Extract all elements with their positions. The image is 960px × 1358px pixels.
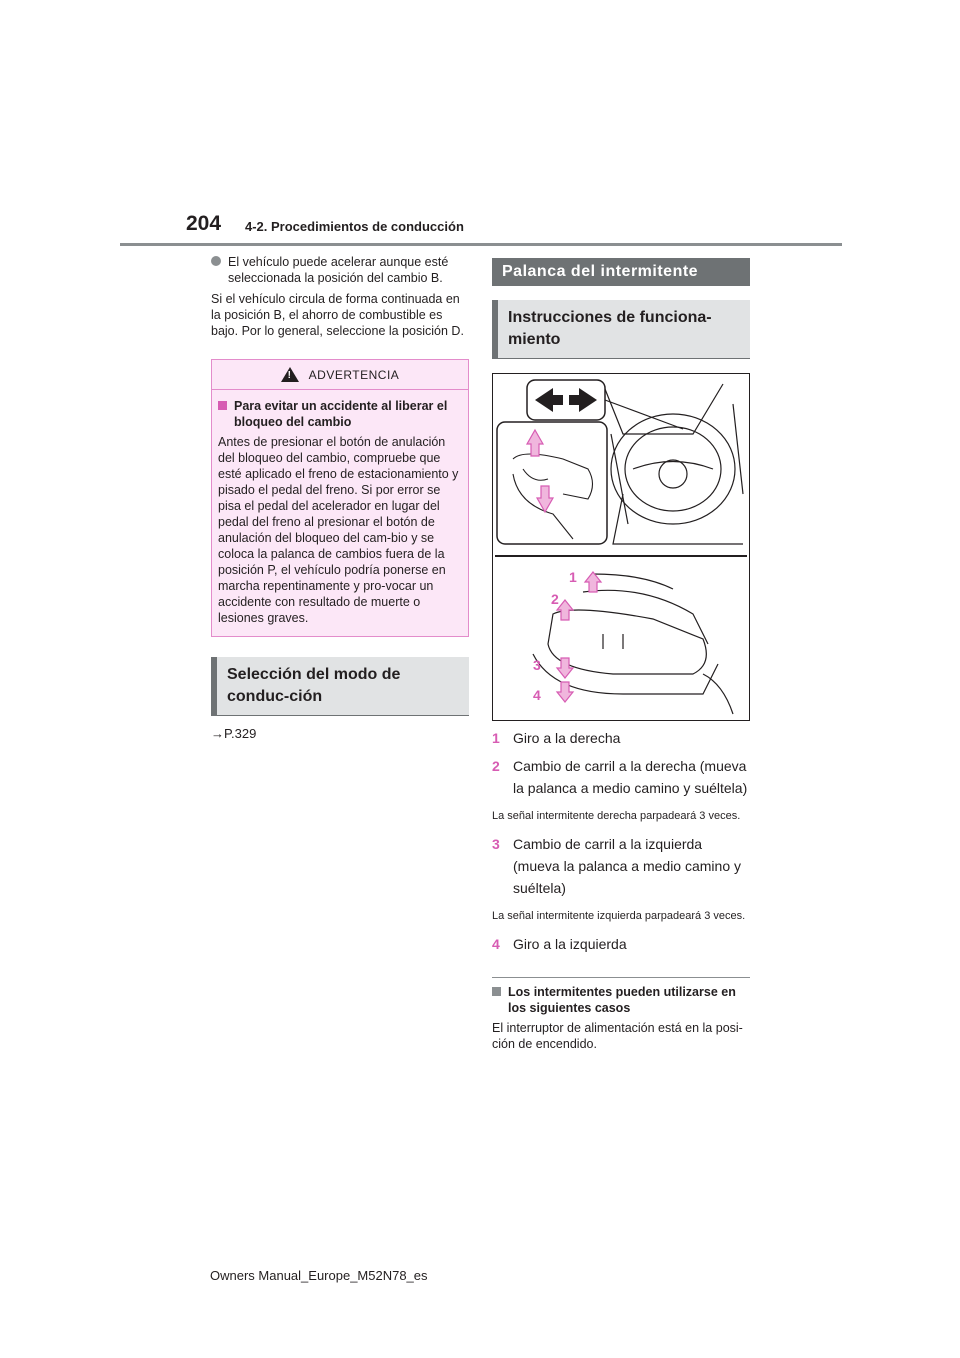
instructions-heading: Instrucciones de funciona-miento bbox=[492, 300, 750, 359]
step-number: 3 bbox=[492, 836, 500, 852]
step-note: La señal intermitente izquierda parpadeará 3 veces. bbox=[492, 910, 746, 922]
step-text: Cambio de carril a la derecha (mueva la palanca a medio camino y suéltela) bbox=[513, 758, 748, 796]
step-number: 1 bbox=[492, 730, 500, 746]
step-note: La señal intermitente derecha parpadeará 3 veces. bbox=[492, 810, 741, 822]
paragraph: Si el vehículo circula de forma continuada en la posición B, el ahorro de combustible es bajo. Por lo general, seleccione la posición D. bbox=[211, 292, 464, 338]
turn-signal-heading: Palanca del intermitente bbox=[492, 258, 750, 286]
footer: Owners Manual_Europe_M52N78_es bbox=[210, 1268, 428, 1283]
step-text: Giro a la derecha bbox=[513, 730, 621, 746]
step-item bbox=[492, 933, 750, 955]
warning-subheading-text: Para evitar un accidente al liberar el bloqueo del cambio bbox=[234, 399, 448, 429]
bullet-text: El vehículo puede acelerar aunque esté seleccionada la posición del cambio B. bbox=[228, 255, 449, 285]
header-rule bbox=[120, 243, 842, 246]
left-column bbox=[211, 254, 469, 741]
page-reference-link[interactable]: →P.329 bbox=[211, 726, 257, 741]
step-number: 4 bbox=[492, 936, 500, 952]
warning-header bbox=[212, 360, 468, 390]
step-item bbox=[492, 833, 750, 899]
section-title: 4-2. Procedimientos de conducción bbox=[245, 219, 464, 234]
step-text: Giro a la izquierda bbox=[513, 936, 627, 952]
subsection-heading bbox=[492, 984, 750, 1016]
warning-box bbox=[211, 359, 469, 637]
warning-triangle-icon bbox=[281, 367, 299, 382]
step-item bbox=[492, 727, 750, 749]
figure-label-2: 2 bbox=[551, 591, 559, 607]
turn-signal-lever-figure bbox=[492, 373, 750, 721]
square-bullet-icon bbox=[218, 401, 227, 410]
figure-label-1: 1 bbox=[569, 569, 577, 585]
step-text: Cambio de carril a la izquierda (mueva la palanca a medio camino y suéltela) bbox=[513, 836, 742, 896]
warning-subheading bbox=[218, 398, 462, 430]
subsection-rule bbox=[492, 977, 750, 978]
square-bullet-icon bbox=[492, 987, 501, 996]
drive-mode-heading: Selección del modo de conduc-ción bbox=[211, 657, 469, 716]
page-number: 204 bbox=[186, 212, 222, 235]
figure-label-4: 4 bbox=[533, 687, 541, 703]
step-item bbox=[492, 755, 750, 799]
subsection-text: El interruptor de alimentación está en la posi-ción de encendido. bbox=[492, 1021, 743, 1051]
warning-text: Antes de presionar el botón de anulación del bloqueo del cambio, compruebe que esté aplicado el freno de estacionamiento y pisado el pedal del freno. Si por error se pisa el pedal del acelerador en lugar del pedal del freno al presionar el botón de anulación del bloqueo del cam-bio y se coloca la palanca de cambios fuera de la posición P, el vehículo podría ponerse en marcha repentinamente y pro-vocar un accidente con resultado de muerte o lesiones graves. bbox=[218, 435, 459, 625]
bullet-dot-icon bbox=[211, 256, 221, 266]
right-column bbox=[492, 258, 750, 1052]
step-number: 2 bbox=[492, 758, 500, 774]
subsection-heading-text: Los intermitentes pueden utilizarse en los siguientes casos bbox=[508, 985, 736, 1015]
bullet-item bbox=[211, 254, 469, 286]
figure-label-3: 3 bbox=[533, 657, 541, 673]
warning-title: ADVERTENCIA bbox=[308, 367, 400, 382]
lever-illustration bbox=[493, 374, 749, 720]
